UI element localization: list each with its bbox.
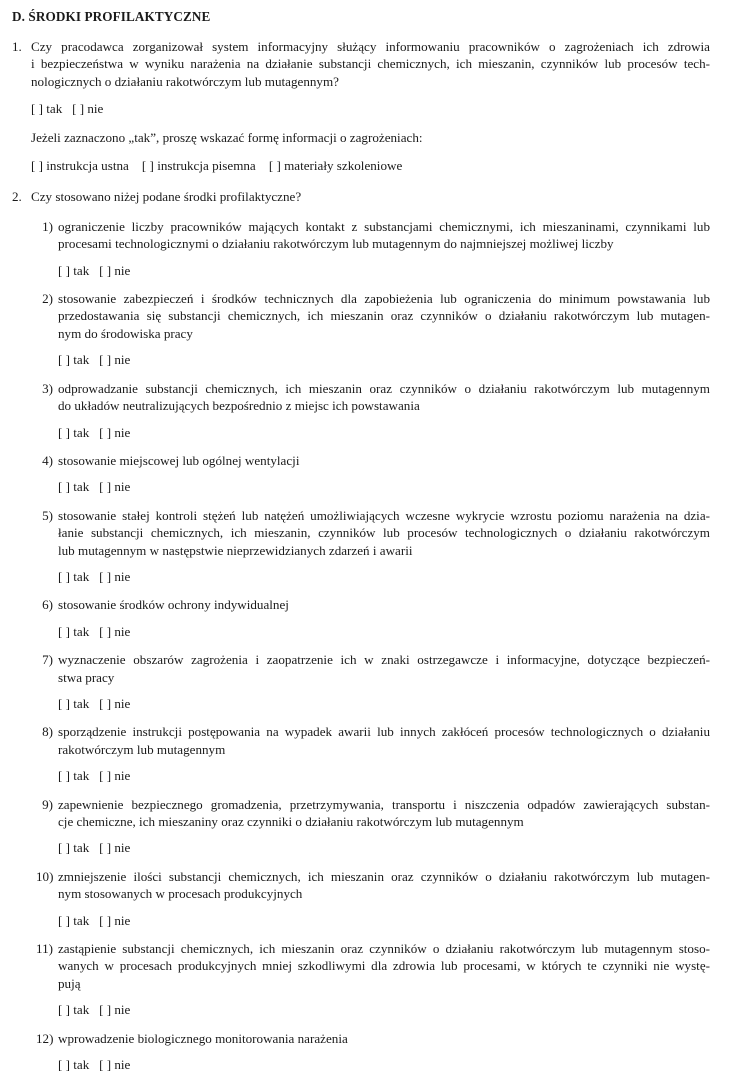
sub-item-8-checkbox-tak[interactable]: [ ] tak <box>58 768 90 784</box>
sub-item-2-checkbox-tak[interactable]: [ ] tak <box>58 352 90 368</box>
sub-item-2-checkbox-nie[interactable]: [ ] nie <box>99 352 131 368</box>
sub-item-6-line-1: stosowanie środków ochrony indywidualnej <box>58 597 289 613</box>
answer-gap <box>89 1002 99 1017</box>
sub-item-5-text <box>58 507 710 559</box>
sub-item-3-text <box>58 380 710 415</box>
sub-item-3-line-2: do układów neutralizujących bezpośrednio z miejsc ich powstawania <box>58 398 420 414</box>
sub-item-2-number: 2) <box>42 291 53 307</box>
sub-item-5-line-2: łanie substancji chemicznych, ich mieszanin, czynników lub procesów technologicznych o działaniu rakotwórczym <box>58 525 710 541</box>
spacer <box>12 118 710 129</box>
sub-item-7-text <box>58 651 710 686</box>
sub-item-5-checkbox-tak[interactable]: [ ] tak <box>58 568 90 584</box>
sub-item-5-line-1: stosowanie stałej kontroli stężeń lub natężeń umożliwiających wczesne wykrycie wzrostu poziomu narażenia na dzia- <box>58 507 710 523</box>
sub-item-10-checkbox-nie[interactable]: [ ] nie <box>99 912 131 928</box>
sub-item-2-line-3: nym do środowiska pracy <box>58 325 193 341</box>
answer-gap <box>89 479 99 494</box>
sub-item-11-line-2: wanych w procesach produkcyjnych mniej szkodliwymi dla zdrowia lub procesami, w których te czynniki nie wystę- <box>58 958 710 974</box>
question-1-answers <box>31 100 710 117</box>
sub-item-9-line-1: zapewnienie bezpiecznego gromadzenia, przetrzymywania, transportu i niszczenia odpadów zawierających substan- <box>58 796 710 812</box>
page-title: D. ŚRODKI PROFILAKTYCZNE <box>12 9 211 24</box>
answer-gap <box>89 913 99 928</box>
question-1-note: Jeżeli zaznaczono „tak”, proszę wskazać formę informacji o zagrożeniach: <box>31 129 423 145</box>
sub-item-9-text <box>58 796 710 831</box>
sub-item-12-checkbox-nie[interactable]: [ ] nie <box>99 1057 131 1073</box>
sub-item-9-line-2: cje chemiczne, ich mieszaniny oraz czynniki o działaniu rakotwórczym lub mutagennym <box>58 814 524 829</box>
sub-item-9-checkbox-tak[interactable]: [ ] tak <box>58 840 90 856</box>
sub-item-1-line-2: procesami technologicznymi o działaniu rakotwórczym lub mutagennym do najmniejszej możliwej liczby <box>58 236 614 252</box>
sub-item-6 <box>36 596 710 613</box>
sub-item-8-line-1: sporządzenie instrukcji postępowania na wypadek awarii lub innych zakłóceń procesów technologicznych o działaniu <box>58 724 710 740</box>
question-2-number: 2. <box>12 189 22 205</box>
sub-item-3-checkbox-nie[interactable]: [ ] nie <box>99 424 131 440</box>
sub-item-10-line-1: zmniejszenie ilości substancji chemicznych, ich mieszanin oraz czynników o działaniu rakotwórczym lub mutagen- <box>58 868 710 884</box>
sub-item-7-number: 7) <box>42 652 53 668</box>
spacer <box>12 369 710 380</box>
sub-item-8-checkbox-nie[interactable]: [ ] nie <box>99 768 131 784</box>
spacer <box>12 614 710 623</box>
answer-gap <box>89 696 99 711</box>
spacer <box>12 415 710 424</box>
sub-item-9-answers <box>58 839 710 856</box>
question-1-checkbox-instrukcja-ustna[interactable]: [ ] instrukcja ustna <box>31 158 129 174</box>
sub-item-12-text <box>58 1030 710 1047</box>
spacer <box>12 469 710 478</box>
spacer <box>12 559 710 568</box>
question-1-number: 1. <box>12 39 22 54</box>
sub-item-11-checkbox-tak[interactable]: [ ] tak <box>58 1002 90 1018</box>
answer-gap <box>89 1057 99 1072</box>
sub-item-11 <box>36 940 710 992</box>
sub-item-2-line-1: stosowanie zabezpieczeń i środków technicznych dla zapobieżenia lub ograniczenia do minimum powstawania lub <box>58 291 710 307</box>
sub-item-5 <box>36 507 710 559</box>
sub-item-4-text <box>58 452 710 469</box>
sub-item-4-answers <box>58 478 710 495</box>
sub-item-12-number: 12) <box>36 1030 54 1046</box>
sub-item-12 <box>36 1030 710 1047</box>
sub-item-8 <box>36 723 710 758</box>
question-2-block <box>12 188 710 1073</box>
sub-item-11-line-1: zastąpienie substancji chemicznych, ich mieszanin oraz czynników o działaniu rakotwórczym lub mutagennym stoso- <box>58 941 710 957</box>
answer-gap <box>89 352 99 367</box>
sub-item-3-checkbox-tak[interactable]: [ ] tak <box>58 424 90 440</box>
sub-item-7 <box>36 651 710 686</box>
answer-gap <box>89 425 99 440</box>
sub-item-12-answers <box>58 1056 710 1073</box>
spacer <box>12 640 710 651</box>
question-1-checkbox-instrukcja-pisemna[interactable]: [ ] instrukcja pisemna <box>141 158 256 174</box>
question-2-text <box>31 188 710 205</box>
sub-item-8-text <box>58 723 710 758</box>
sub-item-3 <box>36 380 710 415</box>
spacer <box>12 857 710 868</box>
answer-gap <box>89 768 99 783</box>
spacer <box>12 785 710 796</box>
spacer <box>12 146 710 157</box>
sub-item-12-line-1: wprowadzenie biologicznego monitorowania narażenia <box>58 1030 348 1046</box>
sub-item-11-answers <box>58 1001 710 1018</box>
question-2-sub-list <box>12 218 710 1073</box>
sub-item-9-number: 9) <box>42 796 53 812</box>
spacer <box>12 903 710 912</box>
sub-item-10-line-2: nym stosowanych w procesach produkcyjnych <box>58 886 303 902</box>
sub-item-3-line-1: odprowadzanie substancji chemicznych, ich mieszanin oraz czynników o działaniu rakotwórczym lub mutagennym <box>58 380 710 396</box>
sub-item-3-answers <box>58 424 710 441</box>
sub-item-11-checkbox-nie[interactable]: [ ] nie <box>99 1002 131 1018</box>
sub-item-6-number: 6) <box>42 597 53 613</box>
spacer <box>12 441 710 452</box>
sub-item-7-checkbox-tak[interactable]: [ ] tak <box>58 695 90 711</box>
sub-item-9 <box>36 796 710 831</box>
sub-item-1 <box>36 218 710 253</box>
answer-gap <box>89 569 99 584</box>
sub-item-5-checkbox-nie[interactable]: [ ] nie <box>99 568 131 584</box>
spacer <box>12 90 710 100</box>
sub-item-8-line-2: rakotwórczym lub mutagennym <box>58 741 226 757</box>
sub-item-10-answers <box>58 912 710 929</box>
sub-item-1-checkbox-nie[interactable]: [ ] nie <box>99 262 131 278</box>
spacer <box>12 342 710 351</box>
answer-gap <box>89 840 99 855</box>
sub-item-11-line-3: pują <box>58 975 81 991</box>
spacer <box>12 758 710 767</box>
sub-item-11-number: 11) <box>36 941 53 957</box>
sub-item-2-text <box>58 290 710 342</box>
sub-item-7-line-1: wyznaczenie obszarów zagrożenia i zaopatrzenie ich w znaki ostrzegawcze i informacyjne, dotyczące bezpieczeń- <box>58 652 710 668</box>
question-1-block <box>12 38 710 174</box>
sub-item-4-number: 4) <box>42 452 53 468</box>
spacer <box>12 1047 710 1056</box>
sub-item-9-checkbox-nie[interactable]: [ ] nie <box>99 840 131 856</box>
question-1-checkbox-tak[interactable]: [ ] tak <box>31 101 63 117</box>
question-1-text <box>31 38 710 90</box>
question-1-checkbox-nie[interactable]: [ ] nie <box>72 101 104 117</box>
question-1-line-3: nologicznych o działaniu rakotwórczym lub mutagennym? <box>31 73 339 89</box>
spacer <box>12 830 710 839</box>
sub-item-1-checkbox-tak[interactable]: [ ] tak <box>58 262 90 278</box>
sub-item-2-answers <box>58 351 710 368</box>
sub-item-6-text <box>58 596 710 613</box>
sub-item-1-number: 1) <box>42 218 53 234</box>
spacer <box>12 206 710 218</box>
sub-item-1-line-1: ograniczenie liczby pracowników mających kontakt z substancjami chemicznymi, ich mieszaninami, czynnikami lub <box>58 218 710 234</box>
sub-item-8-answers <box>58 767 710 784</box>
question-1-line-2: i bezpieczeństwa w wyniku narażenia na działanie substancji chemicznych, ich mieszanin, czynników lub procesów tech- <box>31 56 710 72</box>
sub-item-4-line-1: stosowanie miejscowej lub ogólnej wentylacji <box>58 452 300 468</box>
question-2-row <box>12 188 710 205</box>
spacer <box>12 174 710 188</box>
sub-item-4 <box>36 452 710 469</box>
question-1-line-1: Czy pracodawca zorganizował system informacyjny służący informowaniu pracowników o zagrożeniach ich zdrowia <box>31 39 710 54</box>
sub-item-12-checkbox-tak[interactable]: [ ] tak <box>58 1057 90 1073</box>
spacer <box>12 1019 710 1030</box>
sub-item-5-answers <box>58 568 710 585</box>
question-1-checkbox-materialy-szkoleniowe[interactable]: [ ] materiały szkoleniowe <box>268 158 403 174</box>
spacer <box>12 585 710 596</box>
sub-item-3-number: 3) <box>42 380 53 396</box>
sub-item-1-text <box>58 218 710 253</box>
answer-gap <box>129 158 142 173</box>
sub-item-6-checkbox-tak[interactable]: [ ] tak <box>58 623 90 639</box>
sub-item-8-number: 8) <box>42 724 53 740</box>
question-2-line-1: Czy stosowano niżej podane środki profilaktyczne? <box>31 189 302 205</box>
spacer <box>12 712 710 723</box>
sub-item-1-answers <box>58 262 710 279</box>
sub-item-6-answers <box>58 623 710 640</box>
sub-item-7-checkbox-nie[interactable]: [ ] nie <box>99 695 131 711</box>
sub-item-7-line-2: stwa pracy <box>58 669 115 685</box>
spacer <box>12 279 710 290</box>
sub-item-10-text <box>58 868 710 903</box>
sub-item-2-line-2: przedostawania się substancji chemicznych, ich mieszanin oraz czynników o działaniu rakotwórczym lub mutagen- <box>58 308 710 324</box>
sub-item-10-checkbox-tak[interactable]: [ ] tak <box>58 912 90 928</box>
question-1-note-options <box>31 157 710 174</box>
answer-gap <box>89 624 99 639</box>
spacer <box>12 496 710 507</box>
sub-item-10 <box>36 868 710 903</box>
answer-gap <box>89 263 99 278</box>
sub-item-4-checkbox-nie[interactable]: [ ] nie <box>99 479 131 495</box>
sub-item-2 <box>36 290 710 342</box>
question-1-row <box>12 38 710 90</box>
answer-gap <box>256 158 269 173</box>
sub-item-4-checkbox-tak[interactable]: [ ] tak <box>58 479 90 495</box>
spacer <box>12 253 710 262</box>
spacer <box>12 686 710 695</box>
sub-item-10-number: 10) <box>36 868 54 884</box>
answer-gap <box>62 101 72 116</box>
spacer <box>12 992 710 1001</box>
sub-item-7-answers <box>58 695 710 712</box>
sub-item-5-number: 5) <box>42 507 53 523</box>
sub-item-5-line-3: lub mutagennym w następstwie nieprzewidzianych zdarzeń i awarii <box>58 542 413 558</box>
sub-item-6-checkbox-nie[interactable]: [ ] nie <box>99 623 131 639</box>
sub-item-11-text <box>58 940 710 992</box>
spacer <box>12 929 710 940</box>
